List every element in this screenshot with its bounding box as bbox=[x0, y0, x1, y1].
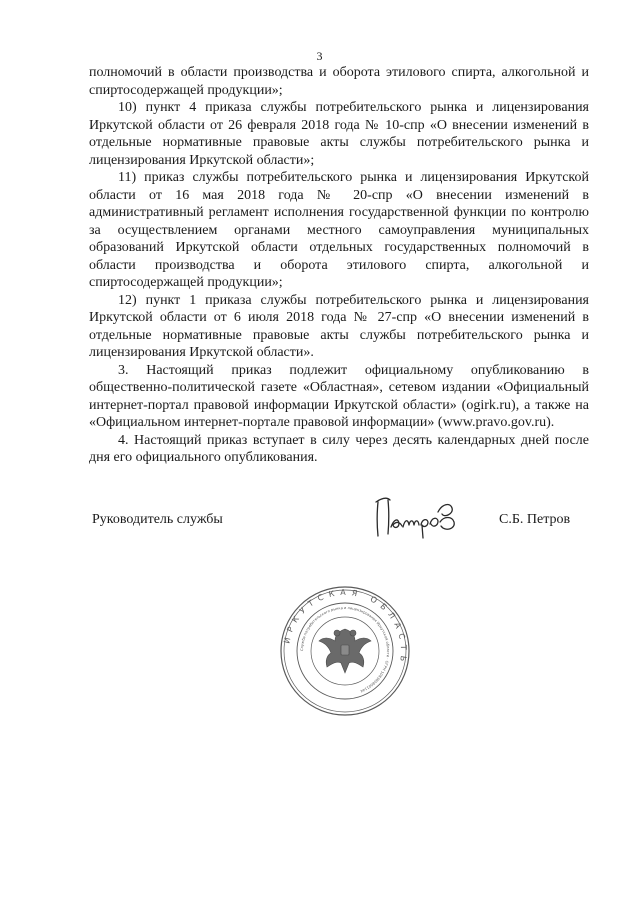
handwritten-signature bbox=[372, 492, 464, 540]
signatory-position: Руководитель службы bbox=[92, 512, 223, 527]
list-item-10: 10) пункт 4 приказа службы потребительского рынка и лицензирования Иркутской области от 26 февраля 2018 года № 10-спр «О внесении изменений в отдельные нормативные правовые акты службы потребительского рынка и лицензирования Иркутской области»; bbox=[89, 100, 589, 168]
list-item-11: 11) приказ службы потребительского рынка и лицензирования Иркутской области от 16 мая 2018 года № 20-спр «О внесении изменений в административный регламент исполнения государственной функции по контролю за осуществлением органами местного самоуправления муниципальных образований Иркутской области отдельных государственных полномочий в области производства и оборота этилового спирта, алкогольной и спиртосодержащей продукции»; bbox=[89, 170, 589, 290]
clause-4: 4. Настоящий приказ вступает в силу через десять календарных дней после дня его официального опубликования. bbox=[89, 432, 589, 465]
svg-text:Служба потребительского рынка: Служба потребительского рынка и лицензирования Иркутской области · ОГРН 1083808001144 bbox=[299, 605, 391, 693]
list-item-12: 12) пункт 1 приказа службы потребительского рынка и лицензирования Иркутской области от 6 июля 2018 года № 27-спр «О внесении изменений в отдельные нормативные правовые акты службы потребительского рынка и лицензирования Иркутской области». bbox=[89, 292, 589, 360]
paragraph-continuation: полномочий в области производства и оборота этилового спирта, алкогольной и спиртосодержащей продукции»; bbox=[89, 65, 589, 98]
clause-3: 3. Настоящий приказ подлежит официальному опубликованию в общественно-политической газете «Областная», сетевом издании «Официальный интернет-портал правовой информации Иркутской области» (ogirk.ru), а также на «Официальном интернет-портале правовой информации» (www.pravo.gov.ru). bbox=[89, 362, 589, 430]
official-seal bbox=[279, 585, 411, 717]
svg-text:ИРКУТСКАЯ ОБЛАСТЬ: ИРКУТСКАЯ ОБЛАСТЬ bbox=[282, 587, 409, 668]
document-body bbox=[89, 64, 589, 467]
signatory-name: С.Б. Петров bbox=[499, 512, 571, 527]
page-number: 3 bbox=[316, 49, 323, 63]
